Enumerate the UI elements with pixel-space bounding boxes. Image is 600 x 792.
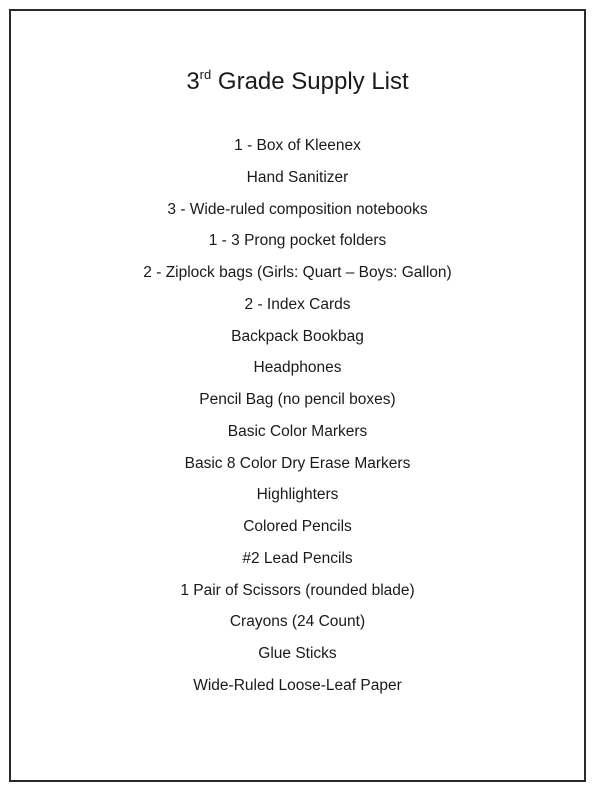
list-item: Highlighters: [256, 486, 339, 504]
list-item: Basic 8 Color Dry Erase Markers: [184, 454, 411, 472]
list-item: 1 Pair of Scissors (rounded blade): [180, 581, 415, 599]
list-item: Crayons (24 Count): [229, 613, 366, 631]
list-item: #2 Lead Pencils: [242, 549, 353, 567]
list-item: 2 - Index Cards: [244, 295, 351, 313]
list-item: Basic Color Markers: [227, 422, 368, 440]
list-item: 1 - Box of Kleenex: [234, 137, 361, 154]
list-item: Headphones: [253, 359, 342, 377]
list-item: 2 - Ziplock bags (Girls: Quart – Boys: Gallon): [143, 264, 452, 281]
list-item: Wide-Ruled Loose-Leaf Paper: [193, 676, 402, 694]
supply-list: [11, 130, 584, 702]
list-item: Colored Pencils: [243, 518, 352, 535]
list-item: 3 - Wide-ruled composition notebooks: [167, 200, 428, 218]
list-item: 1 - 3 Prong pocket folders: [208, 232, 387, 250]
list-item: Pencil Bag (no pencil boxes): [199, 391, 396, 408]
page-title: [11, 67, 584, 97]
title-grade-suffix: rd: [199, 67, 212, 82]
list-item: Hand Sanitizer: [246, 168, 349, 186]
list-item: Backpack Bookbag: [231, 327, 364, 345]
title-text: Grade Supply List: [211, 68, 409, 95]
list-item: Glue Sticks: [258, 645, 337, 662]
title-grade-number: 3: [186, 68, 200, 95]
supply-list-page: [9, 9, 586, 782]
